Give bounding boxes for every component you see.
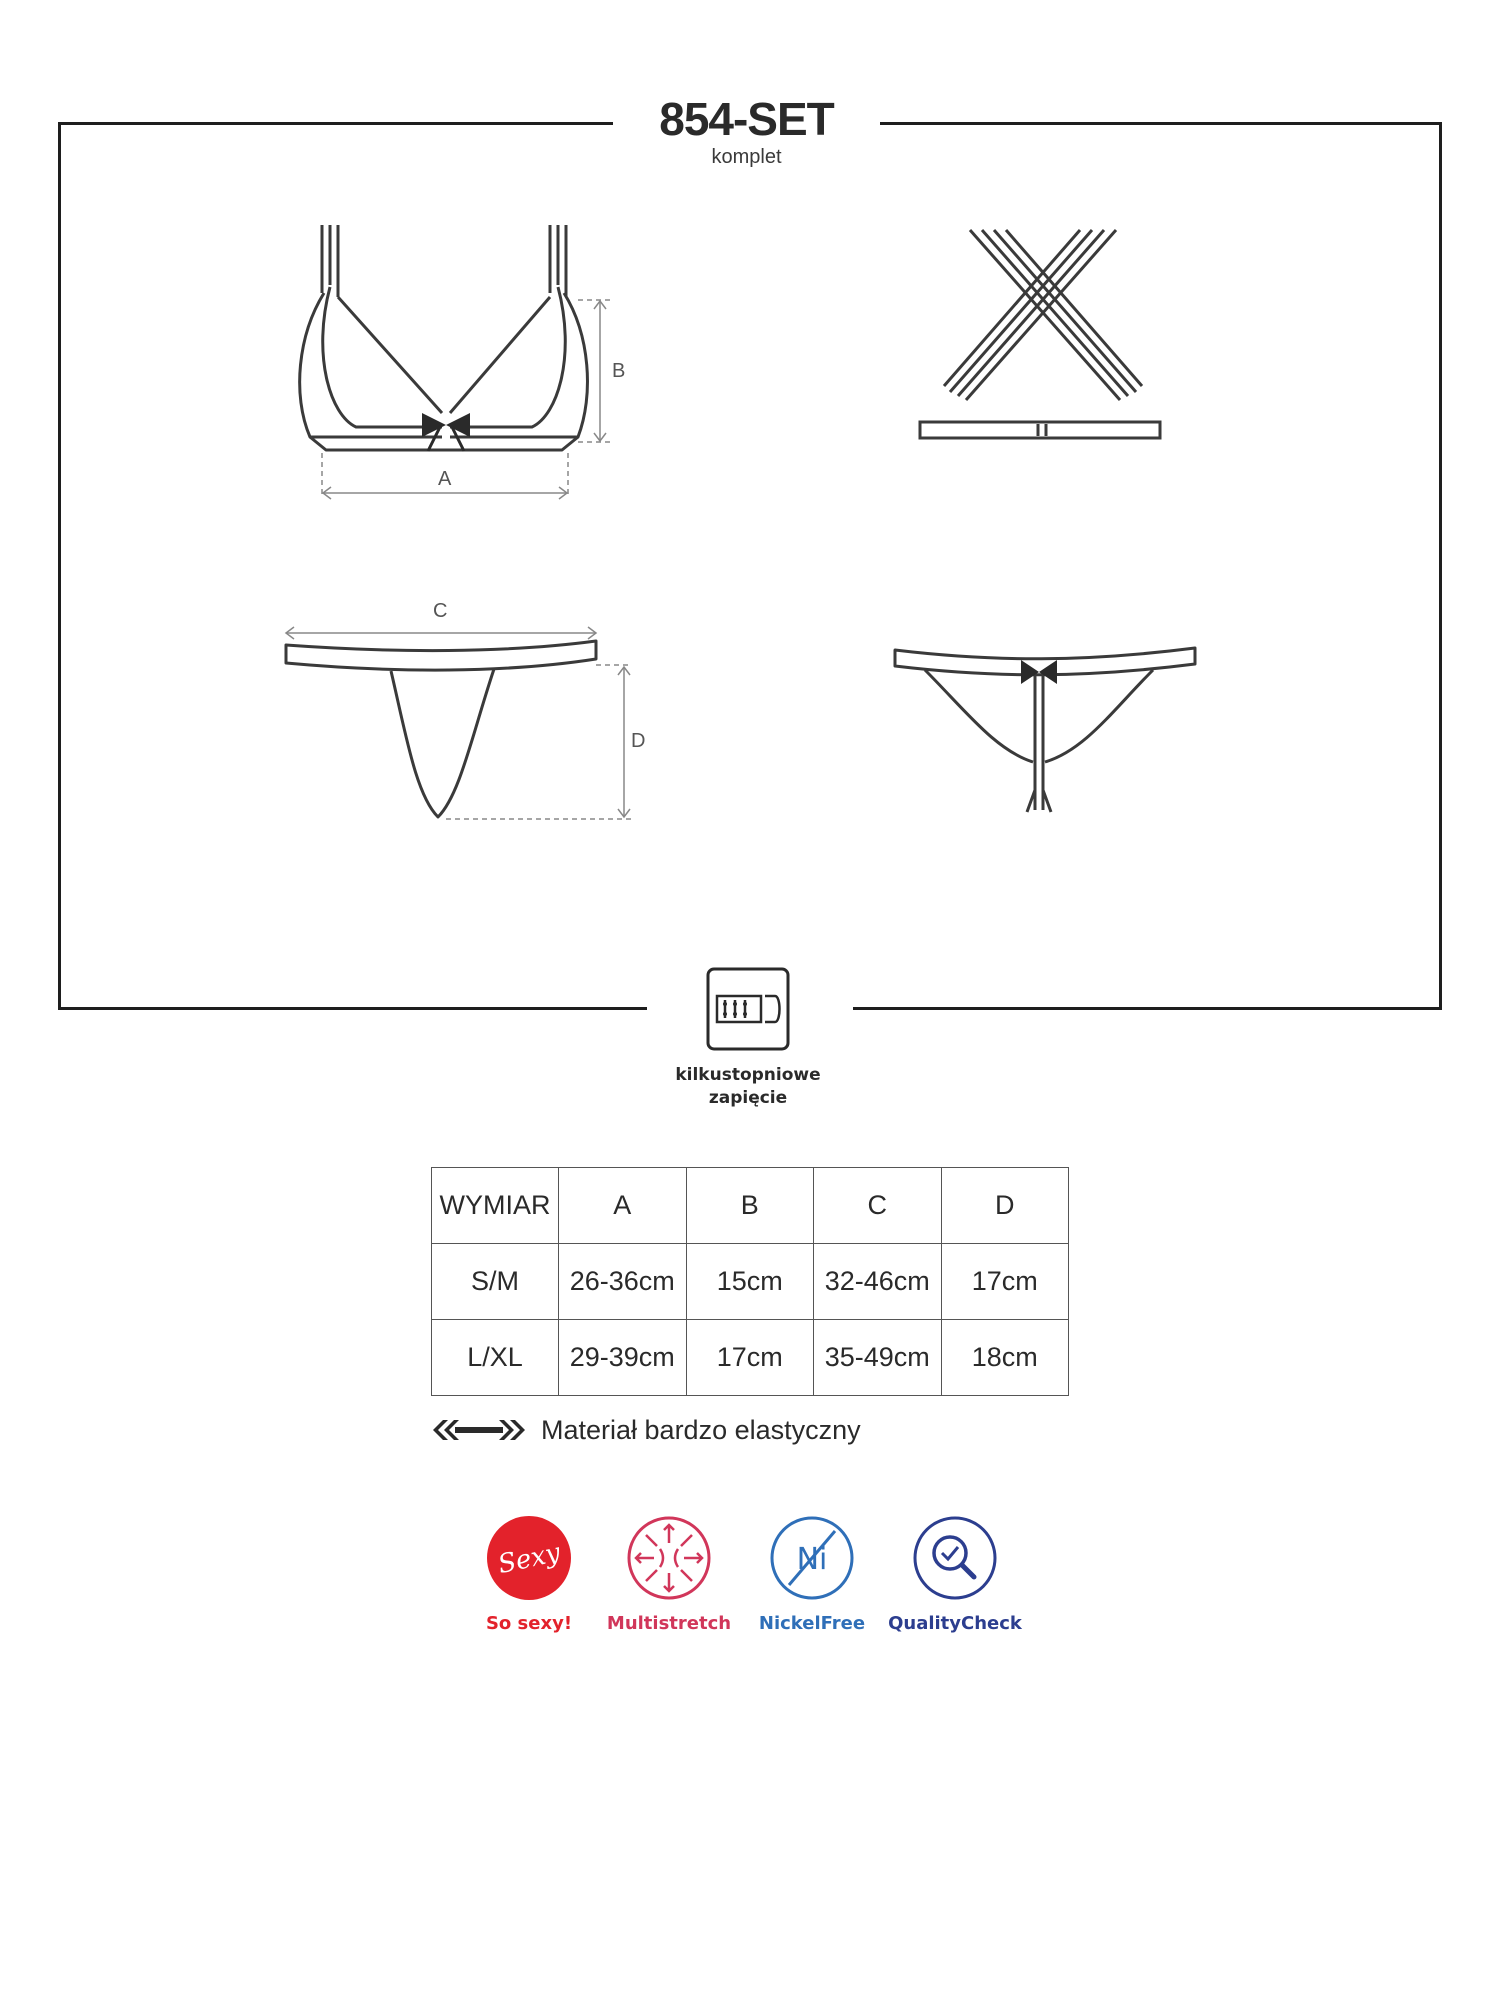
dimension-b-label: B xyxy=(612,360,626,382)
dimension-a-label: A xyxy=(438,468,452,490)
table-cell: 17cm xyxy=(941,1244,1069,1320)
table-cell: L/XL xyxy=(432,1320,559,1396)
size-table xyxy=(431,1167,1069,1396)
thong-front-drawing xyxy=(276,595,646,830)
table-header-cell: D xyxy=(941,1168,1069,1244)
badge-label: So sexy! xyxy=(485,1613,573,1634)
table-cell: 35-49cm xyxy=(814,1320,942,1396)
table-cell: 26-36cm xyxy=(559,1244,687,1320)
frame-top-left xyxy=(58,122,613,125)
stretch-arrows-icon xyxy=(431,1418,527,1442)
frame-top-right xyxy=(880,122,1442,125)
table-cell: S/M xyxy=(432,1244,559,1320)
table-header-cell: A xyxy=(559,1168,687,1244)
nickel-free-icon xyxy=(767,1513,857,1603)
product-title: 854-SET xyxy=(659,93,834,145)
frame-right xyxy=(1439,122,1442,1010)
hook-and-eye-icon xyxy=(705,966,791,1052)
frame-bottom-right xyxy=(853,1007,1442,1010)
quality-check-icon xyxy=(910,1513,1000,1603)
table-cell: 17cm xyxy=(686,1320,814,1396)
dimension-d-label: D xyxy=(631,730,646,752)
badge-label: QualityCheck xyxy=(888,1613,1022,1634)
table-header-cell: WYMIAR xyxy=(432,1168,559,1244)
table-row xyxy=(432,1320,1069,1396)
badge-label: NickelFree xyxy=(758,1613,866,1634)
badge-label: Multistretch xyxy=(606,1613,732,1634)
bow-icon xyxy=(1021,660,1057,684)
multistretch-icon xyxy=(624,1513,714,1603)
badge-quality-check xyxy=(880,1513,1030,1634)
table-row xyxy=(432,1244,1069,1320)
svg-text:Sexy: Sexy xyxy=(495,1537,563,1581)
product-subtitle: komplet xyxy=(711,146,782,168)
closure-label-line2: zapięcie xyxy=(708,1088,788,1108)
table-cell: 29-39cm xyxy=(559,1320,687,1396)
table-header-cell: B xyxy=(686,1168,814,1244)
table-header-row xyxy=(432,1168,1069,1244)
frame-left xyxy=(58,122,61,1010)
sexy-icon xyxy=(484,1513,574,1603)
closure-label-line1: kilkustopniowe xyxy=(675,1065,821,1085)
dimension-c-label: C xyxy=(433,600,448,622)
elastic-label: Materiał bardzo elastyczny xyxy=(541,1414,861,1445)
table-cell: 32-46cm xyxy=(814,1244,942,1320)
bra-back-drawing xyxy=(910,220,1170,450)
elastic-note xyxy=(431,1410,861,1450)
frame-bottom-left xyxy=(58,1007,647,1010)
badge-multistretch xyxy=(594,1513,744,1634)
svg-text:Ni: Ni xyxy=(796,1542,828,1577)
thong-back-drawing xyxy=(885,640,1205,820)
closure-label xyxy=(620,1064,876,1110)
table-cell: 18cm xyxy=(941,1320,1069,1396)
table-header-cell: C xyxy=(814,1168,942,1244)
bra-front-drawing xyxy=(290,215,630,505)
badge-nickel-free xyxy=(737,1513,887,1634)
table-cell: 15cm xyxy=(686,1244,814,1320)
badge-so-sexy xyxy=(454,1513,604,1634)
bow-icon xyxy=(422,413,470,437)
